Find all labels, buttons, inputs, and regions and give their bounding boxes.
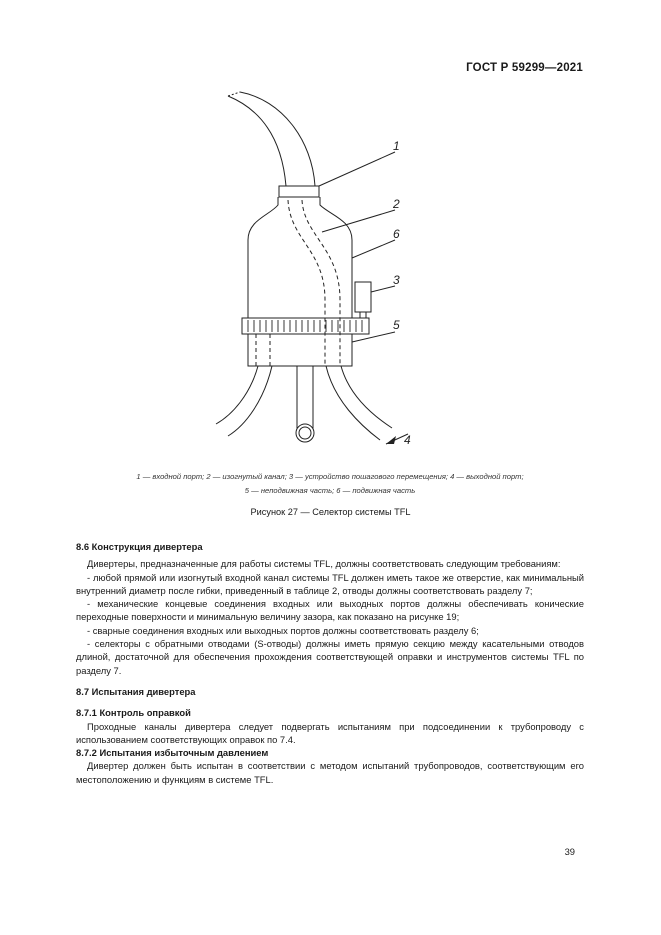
label-4: 4 xyxy=(404,433,411,447)
label-3: 3 xyxy=(393,273,400,287)
inlet-pipe-inner xyxy=(240,92,315,186)
section-8-7-1-heading: 8.7.1 Контроль оправкой xyxy=(76,707,191,719)
list-item: - селекторы с обратными отводами (S-отводы) должны иметь прямую секцию между касательными отводов длиной, достаточной для обеспечения прохождения соответствующей оправки и инструментов системы TFL по разделу 7. xyxy=(76,638,584,676)
list-item: - сварные соединения входных или выходных портов должны соответствовать разделу 6; xyxy=(87,624,479,636)
label-2: 2 xyxy=(393,197,400,211)
section-8-7-2-heading: 8.7.2 Испытания избыточным давлением xyxy=(76,747,269,759)
section-8-6-heading: 8.6 Конструкция дивертера xyxy=(76,541,203,552)
page-number: 39 xyxy=(564,846,575,857)
outlet-left xyxy=(216,366,258,424)
figure-legend xyxy=(80,470,580,498)
section-8-6-intro: Дивертеры, предназначенные для работы системы TFL, должны соответствовать следующим требованиям: xyxy=(87,558,561,570)
section-8-6 xyxy=(76,540,584,786)
label-1: 1 xyxy=(393,139,400,153)
section-8-7-heading: 8.7 Испытания дивертера xyxy=(76,685,196,697)
legend-line-2: 5 — неподвижная часть; 6 — подвижная часть xyxy=(244,486,416,495)
label-6: 6 xyxy=(393,227,400,241)
list-item: - любой прямой или изогнутый входной канал системы TFL должен иметь такое же отверстие, как минимальный внутренний диаметр после гибки, приведенный в таблице 2, отводы должны соответствовать разделу 7; xyxy=(76,571,584,596)
figure-title: Рисунок 27 — Селектор системы TFL xyxy=(250,507,411,517)
label-5: 5 xyxy=(393,318,400,332)
list-item: - механические концевые соединения входных или выходных портов должны обеспечивать конические переходные поверхности и минимальную величину зазора, как показано на рисунке 19; xyxy=(76,598,584,623)
legend-line-1: 1 — входной порт; 2 — изогнутый канал; 3 — устройство пошагового перемещения; 4 — выходной порт; xyxy=(136,472,524,481)
fixed-part xyxy=(248,334,352,366)
document-header: ГОСТ Р 59299—2021 xyxy=(466,62,583,74)
outlet-right xyxy=(326,366,380,440)
selector-diagram xyxy=(150,88,450,458)
step-device xyxy=(355,282,371,312)
section-8-7-1-text: Проходные каналы дивертера следует подвергать испытаниям при подсоединении к трубопроводу с использованием соответствующих оправок по 7.4. xyxy=(76,720,584,745)
selector-body xyxy=(248,197,352,318)
inlet-flange xyxy=(279,186,319,197)
section-8-7-2-text: Дивертер должен быть испытан в соответствии с методом испытаний трубопроводов, соответствующим его местоположению и функциям в системе TFL. xyxy=(76,760,584,785)
